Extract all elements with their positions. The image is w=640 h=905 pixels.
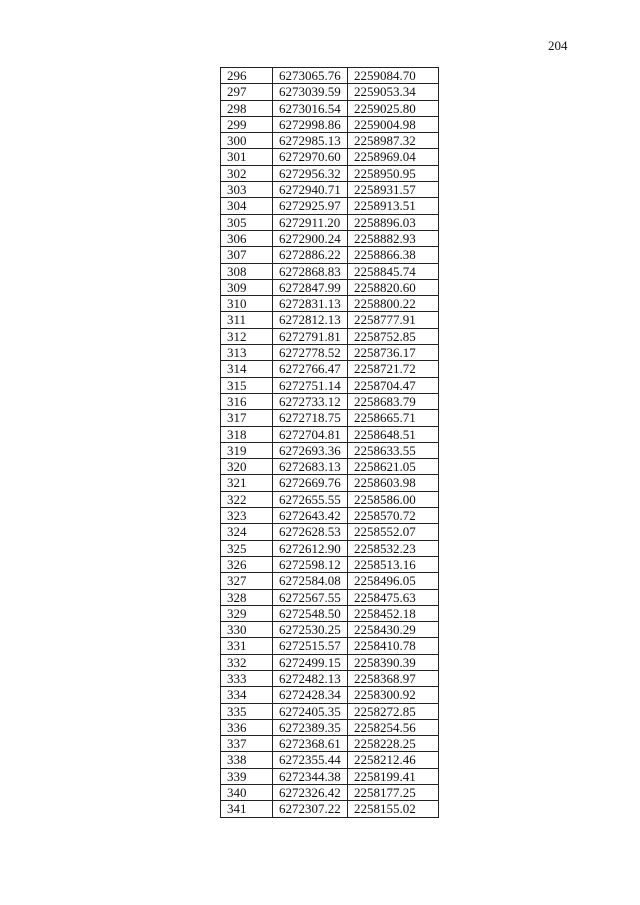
- y-coordinate-cell: 2258390.39: [348, 654, 439, 670]
- point-number-cell: 320: [221, 459, 273, 475]
- x-coordinate-cell: 6272344.38: [273, 768, 348, 784]
- y-coordinate-cell: 2258882.93: [348, 230, 439, 246]
- table-row: [221, 116, 439, 132]
- y-coordinate-cell: 2258513.16: [348, 556, 439, 572]
- table-row: [221, 573, 439, 589]
- x-coordinate-cell: 6272985.13: [273, 133, 348, 149]
- table-row: [221, 410, 439, 426]
- y-coordinate-cell: 2258177.25: [348, 785, 439, 801]
- table-row: [221, 768, 439, 784]
- y-coordinate-cell: 2259084.70: [348, 68, 439, 84]
- point-number-cell: 311: [221, 312, 273, 328]
- point-number-cell: 309: [221, 279, 273, 295]
- x-coordinate-cell: 6272355.44: [273, 752, 348, 768]
- y-coordinate-cell: 2258845.74: [348, 263, 439, 279]
- y-coordinate-cell: 2259025.80: [348, 100, 439, 116]
- table-row: [221, 149, 439, 165]
- x-coordinate-cell: 6272655.55: [273, 491, 348, 507]
- point-number-cell: 296: [221, 68, 273, 84]
- table-row: [221, 247, 439, 263]
- y-coordinate-cell: 2258199.41: [348, 768, 439, 784]
- x-coordinate-cell: 6272791.81: [273, 328, 348, 344]
- y-coordinate-cell: 2258633.55: [348, 442, 439, 458]
- table-row: [221, 589, 439, 605]
- y-coordinate-cell: 2258212.46: [348, 752, 439, 768]
- x-coordinate-cell: 6272428.34: [273, 687, 348, 703]
- table-row: [221, 68, 439, 84]
- y-coordinate-cell: 2258683.79: [348, 393, 439, 409]
- x-coordinate-cell: 6272326.42: [273, 785, 348, 801]
- y-coordinate-cell: 2258603.98: [348, 475, 439, 491]
- table-row: [221, 605, 439, 621]
- coordinates-table-body: [221, 68, 439, 818]
- point-number-cell: 306: [221, 230, 273, 246]
- y-coordinate-cell: 2258913.51: [348, 198, 439, 214]
- y-coordinate-cell: 2258300.92: [348, 687, 439, 703]
- point-number-cell: 326: [221, 556, 273, 572]
- point-number-cell: 325: [221, 540, 273, 556]
- table-row: [221, 165, 439, 181]
- point-number-cell: 318: [221, 426, 273, 442]
- coordinates-table: [220, 67, 439, 818]
- point-number-cell: 336: [221, 719, 273, 735]
- y-coordinate-cell: 2258704.47: [348, 377, 439, 393]
- point-number-cell: 327: [221, 573, 273, 589]
- point-number-cell: 322: [221, 491, 273, 507]
- point-number-cell: 297: [221, 84, 273, 100]
- point-number-cell: 316: [221, 393, 273, 409]
- y-coordinate-cell: 2258430.29: [348, 622, 439, 638]
- x-coordinate-cell: 6272733.12: [273, 393, 348, 409]
- point-number-cell: 312: [221, 328, 273, 344]
- table-row: [221, 475, 439, 491]
- x-coordinate-cell: 6272766.47: [273, 361, 348, 377]
- y-coordinate-cell: 2258648.51: [348, 426, 439, 442]
- point-number-cell: 310: [221, 296, 273, 312]
- x-coordinate-cell: 6273065.76: [273, 68, 348, 84]
- y-coordinate-cell: 2258410.78: [348, 638, 439, 654]
- point-number-cell: 308: [221, 263, 273, 279]
- table-row: [221, 491, 439, 507]
- point-number-cell: 298: [221, 100, 273, 116]
- x-coordinate-cell: 6272499.15: [273, 654, 348, 670]
- table-row: [221, 393, 439, 409]
- point-number-cell: 299: [221, 116, 273, 132]
- x-coordinate-cell: 6272998.86: [273, 116, 348, 132]
- point-number-cell: 323: [221, 508, 273, 524]
- y-coordinate-cell: 2258254.56: [348, 719, 439, 735]
- table-row: [221, 377, 439, 393]
- point-number-cell: 341: [221, 801, 273, 817]
- x-coordinate-cell: 6272900.24: [273, 230, 348, 246]
- x-coordinate-cell: 6272925.97: [273, 198, 348, 214]
- x-coordinate-cell: 6272704.81: [273, 426, 348, 442]
- point-number-cell: 339: [221, 768, 273, 784]
- y-coordinate-cell: 2258736.17: [348, 345, 439, 361]
- x-coordinate-cell: 6272812.13: [273, 312, 348, 328]
- point-number-cell: 333: [221, 670, 273, 686]
- x-coordinate-cell: 6272598.12: [273, 556, 348, 572]
- point-number-cell: 301: [221, 149, 273, 165]
- x-coordinate-cell: 6272683.13: [273, 459, 348, 475]
- table-row: [221, 426, 439, 442]
- y-coordinate-cell: 2258820.60: [348, 279, 439, 295]
- point-number-cell: 300: [221, 133, 273, 149]
- y-coordinate-cell: 2258866.38: [348, 247, 439, 263]
- table-row: [221, 182, 439, 198]
- x-coordinate-cell: 6273016.54: [273, 100, 348, 116]
- x-coordinate-cell: 6272548.50: [273, 605, 348, 621]
- y-coordinate-cell: 2258621.05: [348, 459, 439, 475]
- table-row: [221, 100, 439, 116]
- x-coordinate-cell: 6272940.71: [273, 182, 348, 198]
- y-coordinate-cell: 2258665.71: [348, 410, 439, 426]
- table-row: [221, 622, 439, 638]
- y-coordinate-cell: 2258532.23: [348, 540, 439, 556]
- x-coordinate-cell: 6272515.57: [273, 638, 348, 654]
- y-coordinate-cell: 2258752.85: [348, 328, 439, 344]
- x-coordinate-cell: 6272612.90: [273, 540, 348, 556]
- x-coordinate-cell: 6272693.36: [273, 442, 348, 458]
- y-coordinate-cell: 2258950.95: [348, 165, 439, 181]
- x-coordinate-cell: 6272718.75: [273, 410, 348, 426]
- table-row: [221, 540, 439, 556]
- point-number-cell: 324: [221, 524, 273, 540]
- x-coordinate-cell: 6272482.13: [273, 670, 348, 686]
- x-coordinate-cell: 6272847.99: [273, 279, 348, 295]
- point-number-cell: 338: [221, 752, 273, 768]
- point-number-cell: 328: [221, 589, 273, 605]
- table-row: [221, 736, 439, 752]
- x-coordinate-cell: 6272970.60: [273, 149, 348, 165]
- table-row: [221, 361, 439, 377]
- x-coordinate-cell: 6272584.08: [273, 573, 348, 589]
- table-row: [221, 654, 439, 670]
- x-coordinate-cell: 6272307.22: [273, 801, 348, 817]
- table-row: [221, 687, 439, 703]
- point-number-cell: 334: [221, 687, 273, 703]
- table-row: [221, 638, 439, 654]
- table-row: [221, 230, 439, 246]
- point-number-cell: 313: [221, 345, 273, 361]
- table-row: [221, 279, 439, 295]
- table-row: [221, 133, 439, 149]
- x-coordinate-cell: 6272886.22: [273, 247, 348, 263]
- y-coordinate-cell: 2258721.72: [348, 361, 439, 377]
- table-row: [221, 752, 439, 768]
- x-coordinate-cell: 6272751.14: [273, 377, 348, 393]
- x-coordinate-cell: 6272628.53: [273, 524, 348, 540]
- y-coordinate-cell: 2258228.25: [348, 736, 439, 752]
- y-coordinate-cell: 2258586.00: [348, 491, 439, 507]
- x-coordinate-cell: 6272778.52: [273, 345, 348, 361]
- point-number-cell: 303: [221, 182, 273, 198]
- table-row: [221, 556, 439, 572]
- page-number: 204: [548, 38, 568, 53]
- table-row: [221, 84, 439, 100]
- table-row: [221, 785, 439, 801]
- table-row: [221, 296, 439, 312]
- table-row: [221, 719, 439, 735]
- table-row: [221, 198, 439, 214]
- y-coordinate-cell: 2258155.02: [348, 801, 439, 817]
- table-row: [221, 214, 439, 230]
- y-coordinate-cell: 2258969.04: [348, 149, 439, 165]
- y-coordinate-cell: 2258931.57: [348, 182, 439, 198]
- point-number-cell: 337: [221, 736, 273, 752]
- table-row: [221, 801, 439, 817]
- x-coordinate-cell: 6272643.42: [273, 508, 348, 524]
- table-row: [221, 703, 439, 719]
- table-row: [221, 508, 439, 524]
- x-coordinate-cell: 6272956.32: [273, 165, 348, 181]
- point-number-cell: 340: [221, 785, 273, 801]
- table-row: [221, 670, 439, 686]
- x-coordinate-cell: 6272405.35: [273, 703, 348, 719]
- y-coordinate-cell: 2259053.34: [348, 84, 439, 100]
- y-coordinate-cell: 2258475.63: [348, 589, 439, 605]
- y-coordinate-cell: 2258777.91: [348, 312, 439, 328]
- point-number-cell: 319: [221, 442, 273, 458]
- y-coordinate-cell: 2258800.22: [348, 296, 439, 312]
- point-number-cell: 317: [221, 410, 273, 426]
- x-coordinate-cell: 6272567.55: [273, 589, 348, 605]
- x-coordinate-cell: 6272911.20: [273, 214, 348, 230]
- point-number-cell: 330: [221, 622, 273, 638]
- table-row: [221, 459, 439, 475]
- y-coordinate-cell: 2258272.85: [348, 703, 439, 719]
- point-number-cell: 331: [221, 638, 273, 654]
- point-number-cell: 335: [221, 703, 273, 719]
- x-coordinate-cell: 6272530.25: [273, 622, 348, 638]
- x-coordinate-cell: 6273039.59: [273, 84, 348, 100]
- table-row: [221, 524, 439, 540]
- point-number-cell: 321: [221, 475, 273, 491]
- point-number-cell: 314: [221, 361, 273, 377]
- x-coordinate-cell: 6272868.83: [273, 263, 348, 279]
- x-coordinate-cell: 6272831.13: [273, 296, 348, 312]
- table-row: [221, 263, 439, 279]
- y-coordinate-cell: 2258452.18: [348, 605, 439, 621]
- y-coordinate-cell: 2258987.32: [348, 133, 439, 149]
- table-row: [221, 442, 439, 458]
- y-coordinate-cell: 2258896.03: [348, 214, 439, 230]
- point-number-cell: 302: [221, 165, 273, 181]
- y-coordinate-cell: 2259004.98: [348, 116, 439, 132]
- x-coordinate-cell: 6272389.35: [273, 719, 348, 735]
- table-row: [221, 312, 439, 328]
- point-number-cell: 304: [221, 198, 273, 214]
- point-number-cell: 315: [221, 377, 273, 393]
- y-coordinate-cell: 2258496.05: [348, 573, 439, 589]
- point-number-cell: 305: [221, 214, 273, 230]
- y-coordinate-cell: 2258570.72: [348, 508, 439, 524]
- point-number-cell: 329: [221, 605, 273, 621]
- y-coordinate-cell: 2258368.97: [348, 670, 439, 686]
- point-number-cell: 307: [221, 247, 273, 263]
- table-row: [221, 345, 439, 361]
- point-number-cell: 332: [221, 654, 273, 670]
- y-coordinate-cell: 2258552.07: [348, 524, 439, 540]
- x-coordinate-cell: 6272669.76: [273, 475, 348, 491]
- table-row: [221, 328, 439, 344]
- x-coordinate-cell: 6272368.61: [273, 736, 348, 752]
